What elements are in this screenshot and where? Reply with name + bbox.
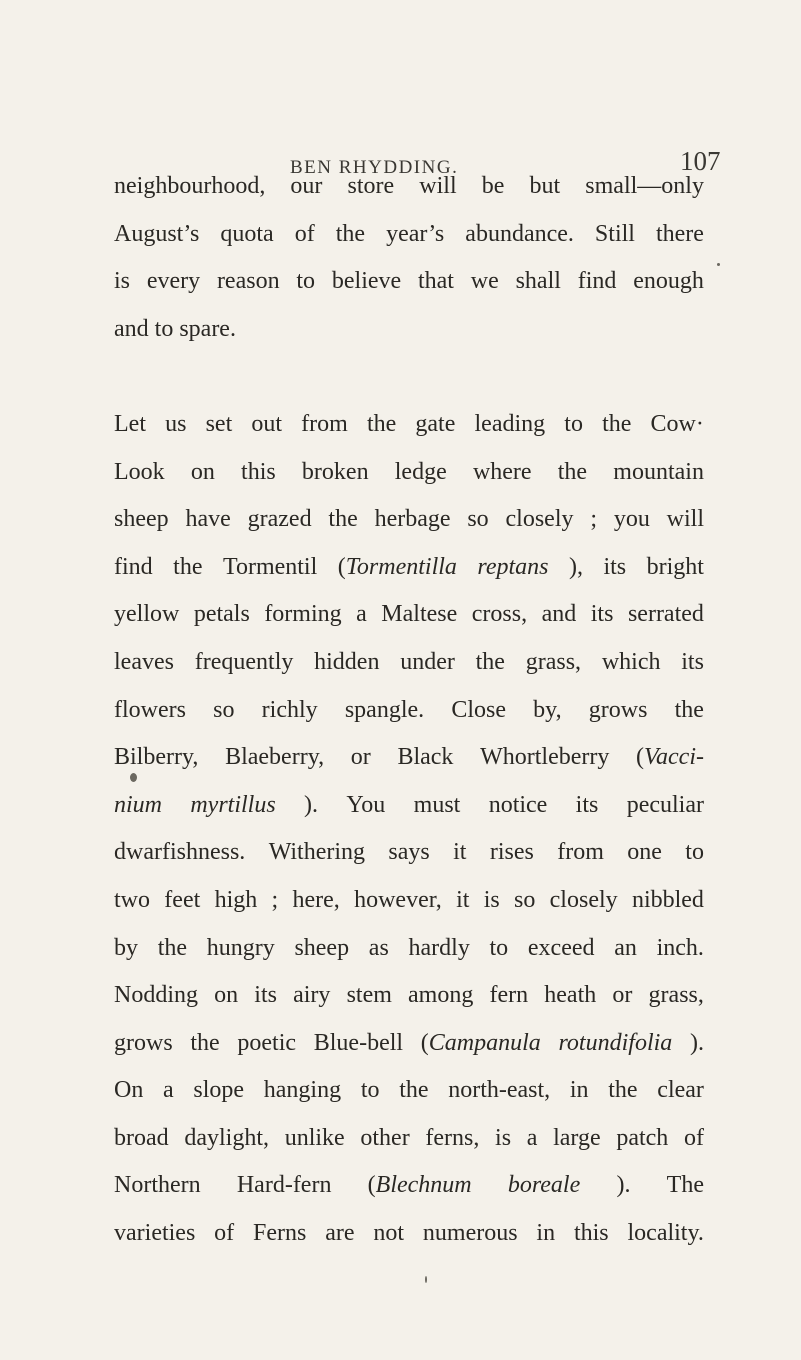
- paragraph-1: [114, 163, 704, 353]
- word: abundance.: [465, 220, 574, 247]
- word: are: [325, 1220, 355, 1247]
- word: reason: [216, 268, 280, 295]
- word: small—only: [585, 173, 704, 199]
- text-line: [114, 829, 704, 877]
- word: Hard-fern: [236, 1172, 332, 1199]
- text-line: nium myrtillus ). You must notice its peculiar: [114, 782, 704, 830]
- word: will: [419, 173, 457, 199]
- word: enough: [633, 268, 704, 295]
- word: Blaeberry,: [225, 744, 325, 771]
- word: Look: [114, 458, 165, 485]
- word: The: [666, 1172, 704, 1199]
- word: other: [360, 1124, 410, 1151]
- word: and: [541, 601, 577, 628]
- word: to: [489, 934, 509, 961]
- word: must: [413, 791, 461, 818]
- word: a: [356, 601, 367, 628]
- word: there: [655, 220, 704, 247]
- word: hidden: [314, 648, 380, 675]
- word: clear: [657, 1077, 704, 1104]
- word: that: [417, 268, 454, 295]
- text-line: [114, 211, 704, 259]
- word: as: [368, 934, 389, 961]
- word: in: [569, 1077, 589, 1104]
- word: yellow: [114, 601, 180, 628]
- body-text: [114, 163, 704, 1258]
- word: unlike: [284, 1124, 345, 1151]
- word: shall: [515, 268, 561, 295]
- word: frequently: [194, 648, 294, 675]
- text-line: [114, 1115, 704, 1163]
- word: store: [347, 173, 395, 199]
- word: leading: [474, 410, 546, 437]
- word: hanging: [263, 1077, 342, 1104]
- word: year’s: [386, 220, 445, 247]
- word: exceed: [527, 934, 595, 961]
- text-line: [114, 925, 704, 973]
- word: so: [514, 886, 536, 913]
- word: by: [114, 934, 138, 961]
- word: myrtillus: [190, 791, 276, 818]
- word: its: [254, 982, 277, 1009]
- word: leaves: [114, 648, 174, 675]
- word: or: [350, 744, 371, 771]
- word: or: [612, 982, 633, 1009]
- line-text: and to spare.: [114, 315, 236, 342]
- word: here,: [292, 886, 340, 913]
- text-line: [114, 401, 704, 449]
- word: grass,: [648, 982, 704, 1009]
- word: quota: [220, 220, 274, 247]
- word: Nodding: [114, 982, 198, 1009]
- word: our: [290, 173, 323, 199]
- word: ;: [590, 506, 597, 533]
- word: (Tormentilla: [337, 553, 457, 580]
- word: a: [526, 1124, 538, 1151]
- word: the: [602, 410, 632, 437]
- text-line: [114, 1067, 704, 1115]
- word: spangle.: [344, 696, 425, 723]
- word: to: [360, 1077, 380, 1104]
- word: the: [328, 506, 358, 533]
- word: Maltese: [381, 601, 458, 628]
- word: it: [456, 886, 470, 913]
- word: fern: [489, 982, 529, 1009]
- running-head: BEN RHYDDING.: [290, 157, 459, 178]
- word: the: [674, 696, 704, 723]
- word: in: [536, 1220, 556, 1247]
- word: the: [157, 934, 188, 961]
- word: mountain: [613, 458, 704, 485]
- word: the: [190, 1029, 220, 1056]
- word: out: [251, 410, 283, 437]
- word: not: [373, 1220, 405, 1247]
- word: broad: [114, 1124, 169, 1151]
- word: from: [301, 410, 348, 437]
- word: hardly: [408, 934, 470, 961]
- word: neighbourhood,: [114, 173, 266, 199]
- word: herbage: [374, 506, 451, 533]
- word: on: [190, 458, 215, 485]
- word: north-east,: [448, 1077, 551, 1104]
- word: large: [553, 1124, 601, 1151]
- word: On: [114, 1077, 144, 1104]
- word: boreale: [507, 1172, 581, 1199]
- word: it: [453, 839, 467, 866]
- word: dwarfishness.: [114, 839, 246, 866]
- word: Ferns: [253, 1220, 307, 1247]
- word: grows: [114, 1029, 173, 1056]
- word: on: [214, 982, 239, 1009]
- word: grass,: [525, 648, 582, 675]
- word: believe: [331, 268, 402, 295]
- word: its: [590, 601, 614, 628]
- word: but: [529, 173, 561, 199]
- word: among: [408, 982, 474, 1009]
- word: hungry: [206, 934, 275, 961]
- text-line: [114, 1210, 704, 1258]
- word: this: [241, 458, 276, 485]
- text-line: [114, 258, 704, 306]
- word: the: [557, 458, 588, 485]
- word: richly: [261, 696, 318, 723]
- word: poetic: [237, 1029, 297, 1056]
- text-line: [114, 972, 704, 1020]
- word: of: [683, 1124, 704, 1151]
- word: peculiar: [626, 791, 704, 818]
- word: from: [557, 839, 604, 866]
- word: you: [613, 506, 650, 533]
- word: serrated: [627, 601, 704, 628]
- word: grows: [588, 696, 648, 723]
- word: varieties: [114, 1220, 196, 1247]
- word: flowers: [114, 696, 186, 723]
- word: find: [577, 268, 617, 295]
- word: Tormentil: [222, 553, 318, 580]
- word: its: [603, 553, 627, 580]
- text-line: [114, 877, 704, 925]
- word: (Blechnum: [367, 1172, 472, 1199]
- word: which: [601, 648, 661, 675]
- speck-mark: [717, 263, 720, 266]
- word: Bilberry,: [114, 744, 199, 771]
- word: bright: [646, 553, 704, 580]
- word: (Campanula: [420, 1029, 541, 1056]
- word: forming: [264, 601, 342, 628]
- word: grazed: [247, 506, 312, 533]
- word: Close: [451, 696, 506, 723]
- word: rotundifolia: [558, 1029, 673, 1056]
- word: sheep: [114, 506, 169, 533]
- word: broken: [301, 458, 369, 485]
- word: by,: [533, 696, 562, 723]
- word: Withering: [268, 839, 366, 866]
- word: closely: [505, 506, 574, 533]
- word: where: [472, 458, 532, 485]
- word: of: [294, 220, 315, 247]
- word: ;: [271, 886, 279, 913]
- text-line: [114, 591, 704, 639]
- word: however,: [354, 886, 442, 913]
- word: heath: [544, 982, 597, 1009]
- word: Still: [594, 220, 635, 247]
- word: is: [483, 886, 500, 913]
- word: is: [495, 1124, 512, 1151]
- word: nium: [114, 791, 162, 818]
- text-line: Northern Hard-fern (Blechnum boreale ). The: [114, 1162, 704, 1210]
- word: stem: [346, 982, 392, 1009]
- word: petals: [193, 601, 250, 628]
- word: its: [681, 648, 704, 675]
- word: Black: [397, 744, 454, 771]
- word: rises: [489, 839, 534, 866]
- text-line: find the Tormentil (Tormentilla reptans ), its bright: [114, 544, 704, 592]
- word: so: [467, 506, 489, 533]
- word: slope: [193, 1077, 245, 1104]
- text-line: grows the poetic Blue-bell (Campanula rotundifolia ).: [114, 1020, 704, 1068]
- word: will: [666, 506, 704, 533]
- word: Northern: [114, 1172, 201, 1199]
- word: Blue-bell: [313, 1029, 404, 1056]
- word: every: [146, 268, 201, 295]
- word: nibbled: [631, 886, 704, 913]
- word: to: [296, 268, 316, 295]
- word: an: [614, 934, 637, 961]
- word: of: [214, 1220, 235, 1247]
- text-line: [114, 734, 704, 782]
- word: is: [114, 268, 131, 295]
- text-line: [114, 687, 704, 735]
- word: its: [575, 791, 599, 818]
- word: gate: [415, 410, 456, 437]
- word: feet: [164, 886, 201, 913]
- word: to: [685, 839, 704, 866]
- word: have: [185, 506, 231, 533]
- word: the: [335, 220, 366, 247]
- word: two: [114, 886, 150, 913]
- word: the: [608, 1077, 638, 1104]
- word: us: [165, 410, 187, 437]
- text-line: [114, 163, 704, 211]
- word: numerous: [422, 1220, 518, 1247]
- word: high: [214, 886, 258, 913]
- word: cross,: [471, 601, 528, 628]
- word: find: [114, 553, 153, 580]
- word: Cow·: [650, 410, 704, 437]
- word: we: [470, 268, 499, 295]
- word: You: [346, 791, 386, 818]
- speck-mark: [130, 773, 137, 782]
- word: the: [366, 410, 397, 437]
- word: ledge: [394, 458, 447, 485]
- text-line: [114, 496, 704, 544]
- word: reptans: [477, 553, 549, 580]
- word: says: [388, 839, 430, 866]
- page-number: 107: [680, 146, 721, 176]
- word: August’s: [114, 220, 200, 247]
- word: airy: [293, 982, 331, 1009]
- word: under: [400, 648, 455, 675]
- word: Let: [114, 410, 146, 437]
- word: inch.: [656, 934, 704, 961]
- word: (Vacci-: [636, 744, 704, 771]
- text-line: [114, 449, 704, 497]
- word: patch: [616, 1124, 669, 1151]
- word: one: [627, 839, 662, 866]
- word: the: [173, 553, 203, 580]
- word: the: [399, 1077, 429, 1104]
- text-line: [114, 639, 704, 687]
- word: ferns,: [425, 1124, 480, 1151]
- word: so: [213, 696, 235, 723]
- word: the: [475, 648, 505, 675]
- word: to: [564, 410, 583, 437]
- word: daylight,: [184, 1124, 269, 1151]
- word: closely: [549, 886, 618, 913]
- word: sheep: [294, 934, 350, 961]
- speck-mark: [425, 1276, 427, 1283]
- word: locality.: [627, 1220, 704, 1247]
- word: a: [163, 1077, 174, 1104]
- word: notice: [488, 791, 548, 818]
- text-line: [114, 306, 704, 354]
- paragraph-2: [114, 401, 704, 1258]
- word: set: [205, 410, 233, 437]
- word: be: [481, 173, 505, 199]
- word: Whortleberry: [480, 744, 610, 771]
- word: this: [573, 1220, 609, 1247]
